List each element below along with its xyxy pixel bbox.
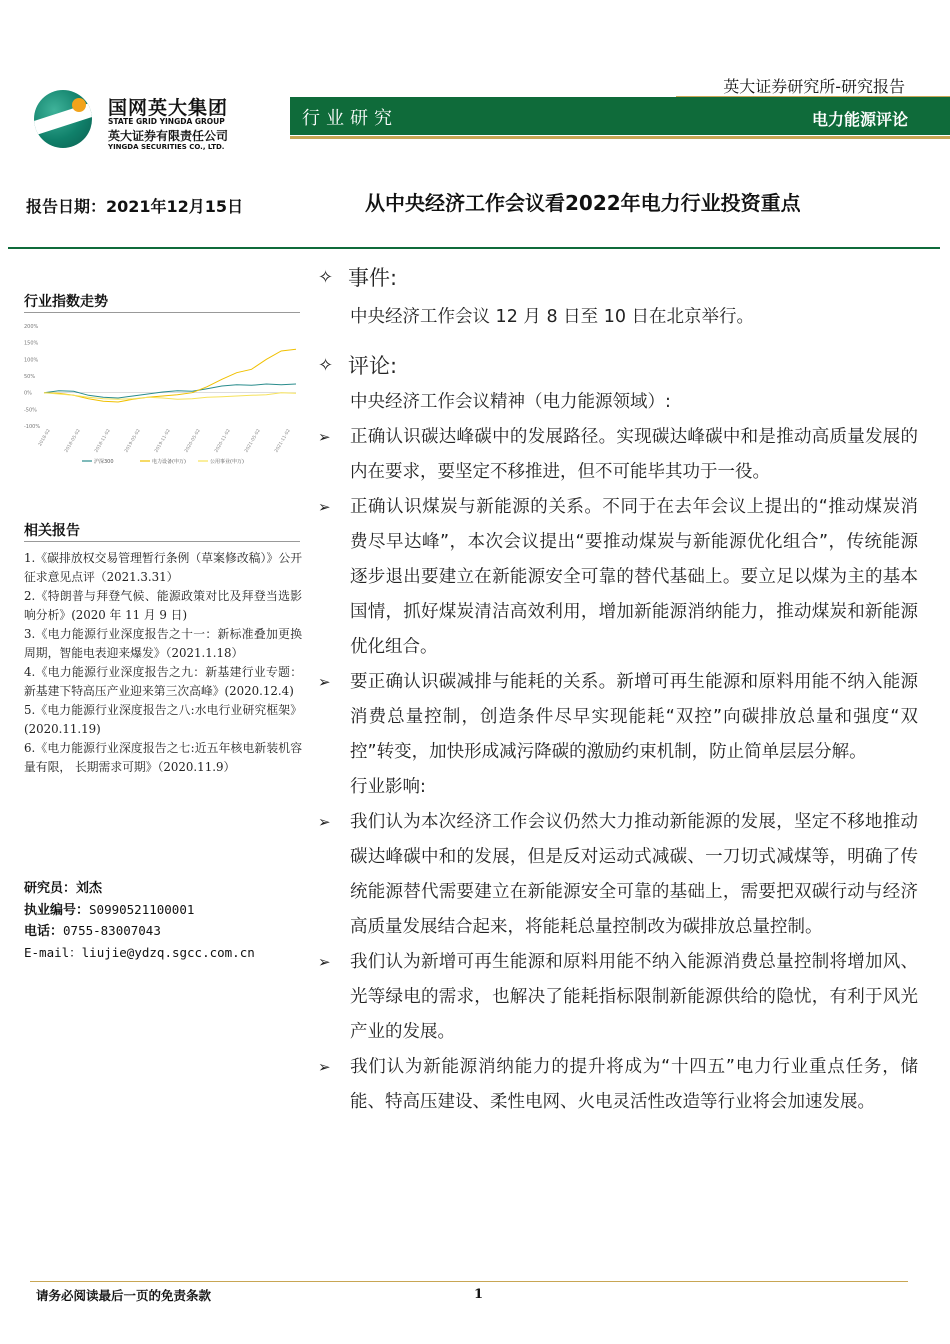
y-tick-label: -100% [24,424,41,430]
sidebar-divider-2 [24,541,300,542]
brand-name-en: STATE GRID YINGDA GROUP [108,117,225,126]
x-tick-label: 2021-11-02 [274,428,292,454]
arrowhead-bullet-icon: ➢ [318,1058,331,1076]
header-gold-rule [290,136,950,139]
diamond-star-icon: ✧ [318,354,334,376]
comment-point [318,490,918,665]
x-tick-label: 2020-11-02 [214,428,232,454]
phone-number: 0755-83007043 [63,923,161,938]
company-name-en: YINGDA SECURITIES CO., LTD. [108,143,225,151]
band-category: 行业研究 [302,108,398,129]
comment-point-text: 正确认识煤炭与新能源的关系。不同于在去年会议上提出的“推动煤炭消费尽早达峰”，本次会议提出“要推动煤炭与新能源优化组合”，传统能源逐步退出要建立在新能源安全可靠的替代基础上。要立足以煤为主的基本国情，抓好煤炭清洁高效利用，增加新能源消纳能力，推动煤炭和新能源优化组合。 [350,497,918,657]
institute-label: 英大证券研究所-研究报告 [723,77,905,96]
band-report-type: 电力能源评论 [811,110,908,129]
analyst-name: 研究员：刘杰 [24,881,103,896]
legend-label: 电力设备(申万) [152,459,186,465]
related-report-item[interactable]: 2.《特朗普与拜登气候、能源政策对比及拜登当选影响分析》(2020 年 11 月 9 日) [24,589,302,622]
impact-point [318,1050,918,1120]
brand-name-cn: 国网英大集团 [108,97,229,119]
impact-point [318,945,918,1050]
arrowhead-bullet-icon: ➢ [318,953,331,971]
legend-label: 沪深300 [94,459,114,465]
email-line [24,943,255,965]
comment-section-heading [318,350,918,380]
related-reports-title: 相关报告 [24,523,80,539]
legend-label: 公用事业(申万) [210,459,244,465]
y-tick-label: 100% [24,357,39,364]
y-tick-label: -50% [24,407,37,414]
related-report-item[interactable]: 1.《碳排放权交易管理暂行条例（草案修改稿）》公开征求意见点评（2021.3.31） [24,551,302,584]
y-tick-label: 0% [24,390,32,397]
y-tick-label: 200% [24,324,39,330]
arrowhead-bullet-icon: ➢ [318,498,331,516]
sidebar-divider [24,312,300,313]
x-tick-label: 2020-05-02 [184,428,202,454]
company-logo [34,90,92,148]
x-tick-label: 2019-11-02 [154,428,172,454]
impact-point-text: 我们认为本次经济工作会议仍然大力推动新能源的发展，坚定不移地推动碳达峰碳中和的发展，但是反对运动式减碳、一刀切式减煤等，明确了传统能源替代需要建立在新能源安全可靠的基础上，需要把双碳行动与经济高质量发展结合起来，将能耗总量控制改为碳排放总量控制。 [350,812,918,937]
phone-label: 电话： [24,924,64,939]
y-tick-label: 150% [24,340,39,347]
related-report-item[interactable]: 5.《电力能源行业深度报告之八:水电行业研究框架》(2020.11.19) [24,703,302,736]
report-title: 从中央经济工作会议看2022年电力行业投资重点 [365,191,801,215]
analyst-contact [24,879,255,964]
email-address[interactable]: liujie@ydzq.sgcc.com.cn [81,944,255,960]
comment-intro: 中央经济工作会议精神（电力能源领域）: [350,392,671,412]
series-line [44,349,296,402]
impact-point-text: 我们认为新增可再生能源和原料用能不纳入能源消费总量控制将增加风、光等绿电的需求，也解决了能耗指标限制新能源供给的隐忧，有利于风光产业的发展。 [350,952,918,1042]
index-chart-title: 行业指数走势 [24,294,108,310]
related-report-item[interactable]: 6.《电力能源行业深度报告之七:近五年核电新装机容量有限， 长期需求可期》（2020.11.9） [24,741,302,774]
title-divider [8,247,940,249]
arrowhead-bullet-icon: ➢ [318,428,331,446]
comment-point [318,420,918,490]
impact-point-text: 我们认为新能源消纳能力的提升将成为“十四五”电力行业重点任务，储能、特高压建设、柔性电网、火电灵活性改造等行业将会加速发展。 [350,1057,918,1112]
index-chart-svg [24,318,302,476]
arrowhead-bullet-icon: ➢ [318,673,331,691]
company-name-cn: 英大证券有限责任公司 [108,129,229,143]
x-tick-label: 2018-11-02 [94,428,112,454]
event-heading-text: 事件: [348,266,398,290]
license-line [24,900,255,922]
related-reports-list [24,549,302,777]
x-tick-label: 2019-05-02 [124,428,142,454]
x-tick-label: 2018-02 [37,428,52,448]
comment-point-text: 要正确认识碳减排与能耗的关系。新增可再生能源和原料用能不纳入能源消费总量控制，创造条件尽早实现能耗“双控”向碳排放总量和强度“双控”转变，加快形成减污降碳的激励约束机制，防止简单层层分解。 [350,672,918,762]
comment-heading-text: 评论: [348,354,398,378]
impact-point [318,805,918,945]
related-report-item[interactable]: 3.《电力能源行业深度报告之十一：新标准叠加更换周期，智能电表迎来爆发》（2021.1.18） [24,627,302,660]
related-report-item[interactable]: 4.《电力能源行业深度报告之九：新基建行业专题：新基建下特高压产业迎来第三次高峰》(2020.12.4) [24,665,302,698]
page-number: 1 [474,1287,484,1302]
email-label: E-mail： [24,944,82,960]
footer-divider [30,1281,908,1282]
event-section-heading [318,262,918,292]
impact-heading: 行业影响: [350,777,426,797]
index-chart [24,318,302,476]
report-date: 报告日期：2021年12月15日 [26,197,244,216]
footer-disclaimer[interactable]: 请务必阅读最后一页的免责条款 [36,1288,212,1303]
comment-point-text: 正确认识碳达峰碳中的发展路径。实现碳达峰碳中和是推动高质量发展的内在要求，要坚定不移推进，但不可能毕其功于一役。 [350,427,918,482]
diamond-star-icon: ✧ [318,266,334,288]
event-text: 中央经济工作会议 12 月 8 日至 10 日在北京举行。 [350,307,755,327]
y-tick-label: 50% [24,374,36,380]
comment-point [318,665,918,770]
license-label: 执业编号： [24,902,90,918]
report-body [318,262,918,1120]
license-number: S0990521100001 [89,901,195,917]
x-tick-label: 2021-05-02 [244,428,262,454]
phone-line [24,921,255,943]
arrowhead-bullet-icon: ➢ [318,813,331,831]
x-tick-label: 2018-05-02 [64,428,82,454]
